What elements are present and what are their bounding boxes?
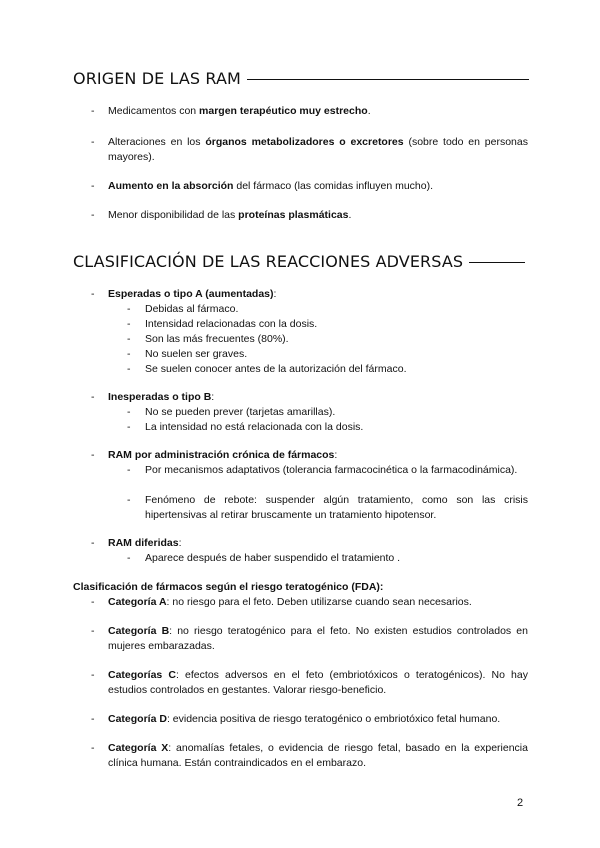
sub-item: Se suelen conocer antes de la autorización del fármaco. [145,363,407,375]
title-rule [469,262,525,263]
sub-item: La intensidad no está relacionada con la dosis. [145,421,364,433]
bullet-dash: - [91,537,95,549]
fda-item: Categoría D: evidencia positiva de riesgo teratogénico o embriotóxico fetal humano. [108,713,501,725]
sub-item: Son las más frecuentes (80%). [145,333,289,345]
bullet-dash: - [91,625,95,637]
fda-item: Categoría X: anomalías fetales, o evidencia de riesgo fetal, basado en la experiencia clínica humana. Están contraindicados en el embarazo. [108,742,528,769]
bullet-dash: - [91,669,95,681]
fda-item: Categoría B: no riesgo teratogénico para el feto. No existen estudios controlados en mujeres embarazadas. [108,625,528,652]
fda-item: Categorías C: efectos adversos en el feto (embriotóxicos o teratogénicos). No hay estudios controlados en gestantes. Valorar riesgo-beneficio. [108,669,528,696]
list-item: Medicamentos con margen terapéutico muy estrecho. [108,105,371,117]
page-number: 2 [517,797,524,809]
group-heading: Inesperadas o tipo B: [108,391,215,403]
bullet-dash: - [91,596,95,608]
group-heading: Esperadas o tipo A (aumentadas): [108,288,277,300]
sub-item: Debidas al fármaco. [145,303,239,315]
group-heading: RAM diferidas: [108,537,182,549]
section-title-text: ORIGEN DE LAS RAM [73,69,241,88]
sub-item: Por mecanismos adaptativos (tolerancia farmacocinética o la farmacodinámica). [145,464,518,476]
fda-heading: Clasificación de fármacos según el riesgo teratogénico (FDA): [73,581,384,593]
sub-item: Intensidad relacionadas con la dosis. [145,318,318,330]
sub-bullet-dash: - [127,464,131,476]
section-title-origen [73,69,529,88]
bullet-dash: - [91,449,95,461]
sub-item: Aparece después de haber suspendido el tratamiento . [145,552,401,564]
bullet-dash: - [91,391,95,403]
sub-bullet-dash: - [127,494,131,506]
bullet-dash: - [91,105,95,117]
sub-item: Fenómeno de rebote: suspender algún tratamiento, como son las crisis hipertensivas al retirar bruscamente un tratamiento hipotensor. [145,494,528,521]
group-heading: RAM por administración crónica de fármacos: [108,449,338,461]
bullet-dash: - [91,209,95,221]
sub-bullet-dash: - [127,552,131,564]
bullet-dash: - [91,180,95,192]
sub-bullet-dash: - [127,318,131,330]
bullet-dash: - [91,713,95,725]
bullet-dash: - [91,742,95,754]
sub-bullet-dash: - [127,421,131,433]
sub-bullet-dash: - [127,333,131,345]
sub-bullet-dash: - [127,363,131,375]
sub-bullet-dash: - [127,303,131,315]
bullet-dash: - [91,136,95,148]
list-item: Aumento en la absorción del fármaco (las comidas influyen mucho). [108,180,434,192]
list-item: Alteraciones en los órganos metabolizadores o excretores (sobre todo en personas mayores). [108,136,528,163]
sub-item: No se pueden prever (tarjetas amarillas). [145,406,336,418]
list-item: Menor disponibilidad de las proteínas plasmáticas. [108,209,352,221]
sub-bullet-dash: - [127,406,131,418]
bullet-dash: - [91,288,95,300]
sub-bullet-dash: - [127,348,131,360]
title-rule [247,79,529,80]
sub-item: No suelen ser graves. [145,348,248,360]
section-title-text: CLASIFICACIÓN DE LAS REACCIONES ADVERSAS [73,252,464,271]
fda-item: Categoría A: no riesgo para el feto. Deben utilizarse cuando sean necesarios. [108,596,472,608]
section-title-clasificacion [73,252,525,271]
